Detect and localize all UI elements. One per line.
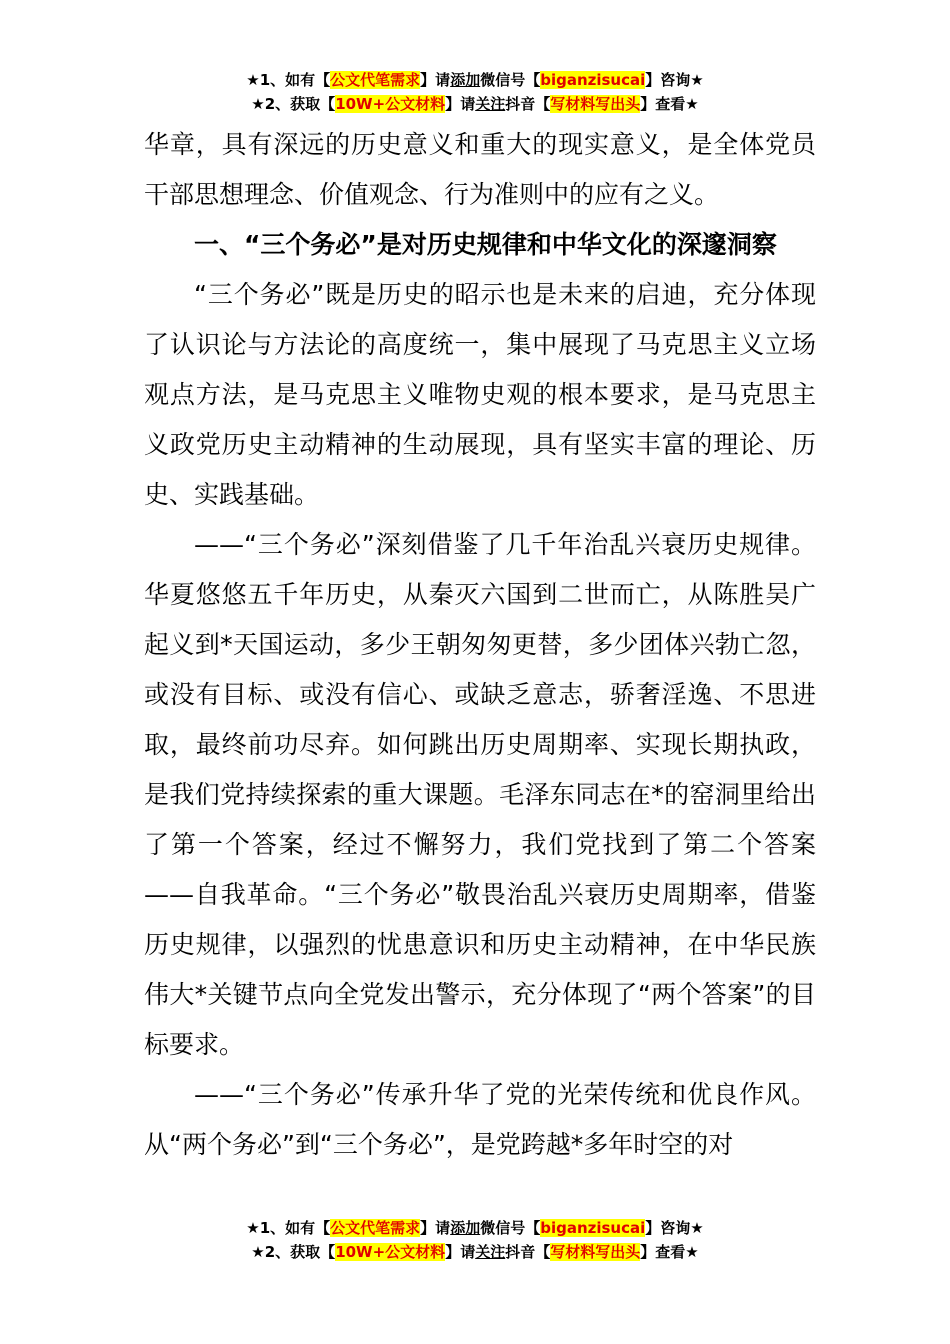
highlight-ghostwriting: 公文代笔需求 (330, 1219, 421, 1237)
banner-line-1: ★1、如有【公文代笔需求】请添加微信号【biganzisucai】咨询★ (246, 71, 704, 89)
header-banner (0, 68, 950, 116)
banner-line-2: ★2、获取【10W+公文材料】请关注抖音【写材料写出头】查看★ (251, 95, 699, 113)
highlight-douyin: 写材料写出头 (550, 95, 641, 113)
highlight-douyin: 写材料写出头 (550, 1243, 641, 1261)
paragraph-continued: 华章，具有深远的历史意义和重大的现实意义，是全体党员干部思想理念、价值观念、行为准则中的应有之义。 (144, 130, 816, 209)
paragraph: “三个务必”既是历史的昭示也是未来的启迪，充分体现了认识论与方法论的高度统一，集中展现了马克思主义立场观点方法，是马克思主义唯物史观的根本要求，是马克思主义政党历史主动精神的生动展现，具有坚实丰富的理论、历史、实践基础。 (144, 280, 816, 509)
paragraph: ——“三个务必”传承升华了党的光荣传统和优良作风。从“两个务必”到“三个务必”，是党跨越*多年时空的对 (144, 1080, 816, 1159)
highlight-wechat-id: biganzisucai (540, 1219, 646, 1237)
banner-line-2: ★2、获取【10W+公文材料】请关注抖音【写材料写出头】查看★ (251, 1243, 699, 1261)
highlight-wechat-id: biganzisucai (540, 71, 646, 89)
highlight-materials: 10W+公文材料 (335, 1243, 446, 1261)
paragraph: ——“三个务必”深刻借鉴了几千年治乱兴衰历史规律。华夏悠悠五千年历史，从秦灭六国到二世而亡，从陈胜吴广起义到*天国运动，多少王朝匆匆更替，多少团体兴勃亡忽，或没有目标、或没有信心、或缺乏意志，骄奢淫逸、不思进取，最终前功尽弃。如何跳出历史周期率、实现长期执政，是我们党持续探索的重大课题。毛泽东同志在*的窑洞里给出了第一个答案，经过不懈努力，我们党找到了第二个答案——自我革命。“三个务必”敬畏治乱兴衰历史周期率，借鉴历史规律，以强烈的忧患意识和历史主动精神，在中华民族伟大*关键节点向全党发出警示，充分体现了“两个答案”的目标要求。 (144, 530, 816, 1059)
footer-banner (0, 1216, 950, 1264)
banner-line-1: ★1、如有【公文代笔需求】请添加微信号【biganzisucai】咨询★ (246, 1219, 704, 1237)
highlight-ghostwriting: 公文代笔需求 (330, 71, 421, 89)
highlight-materials: 10W+公文材料 (335, 95, 446, 113)
document-body (144, 120, 816, 1170)
section-heading: 一、“三个务必”是对历史规律和中华文化的深邃洞察 (194, 230, 777, 259)
